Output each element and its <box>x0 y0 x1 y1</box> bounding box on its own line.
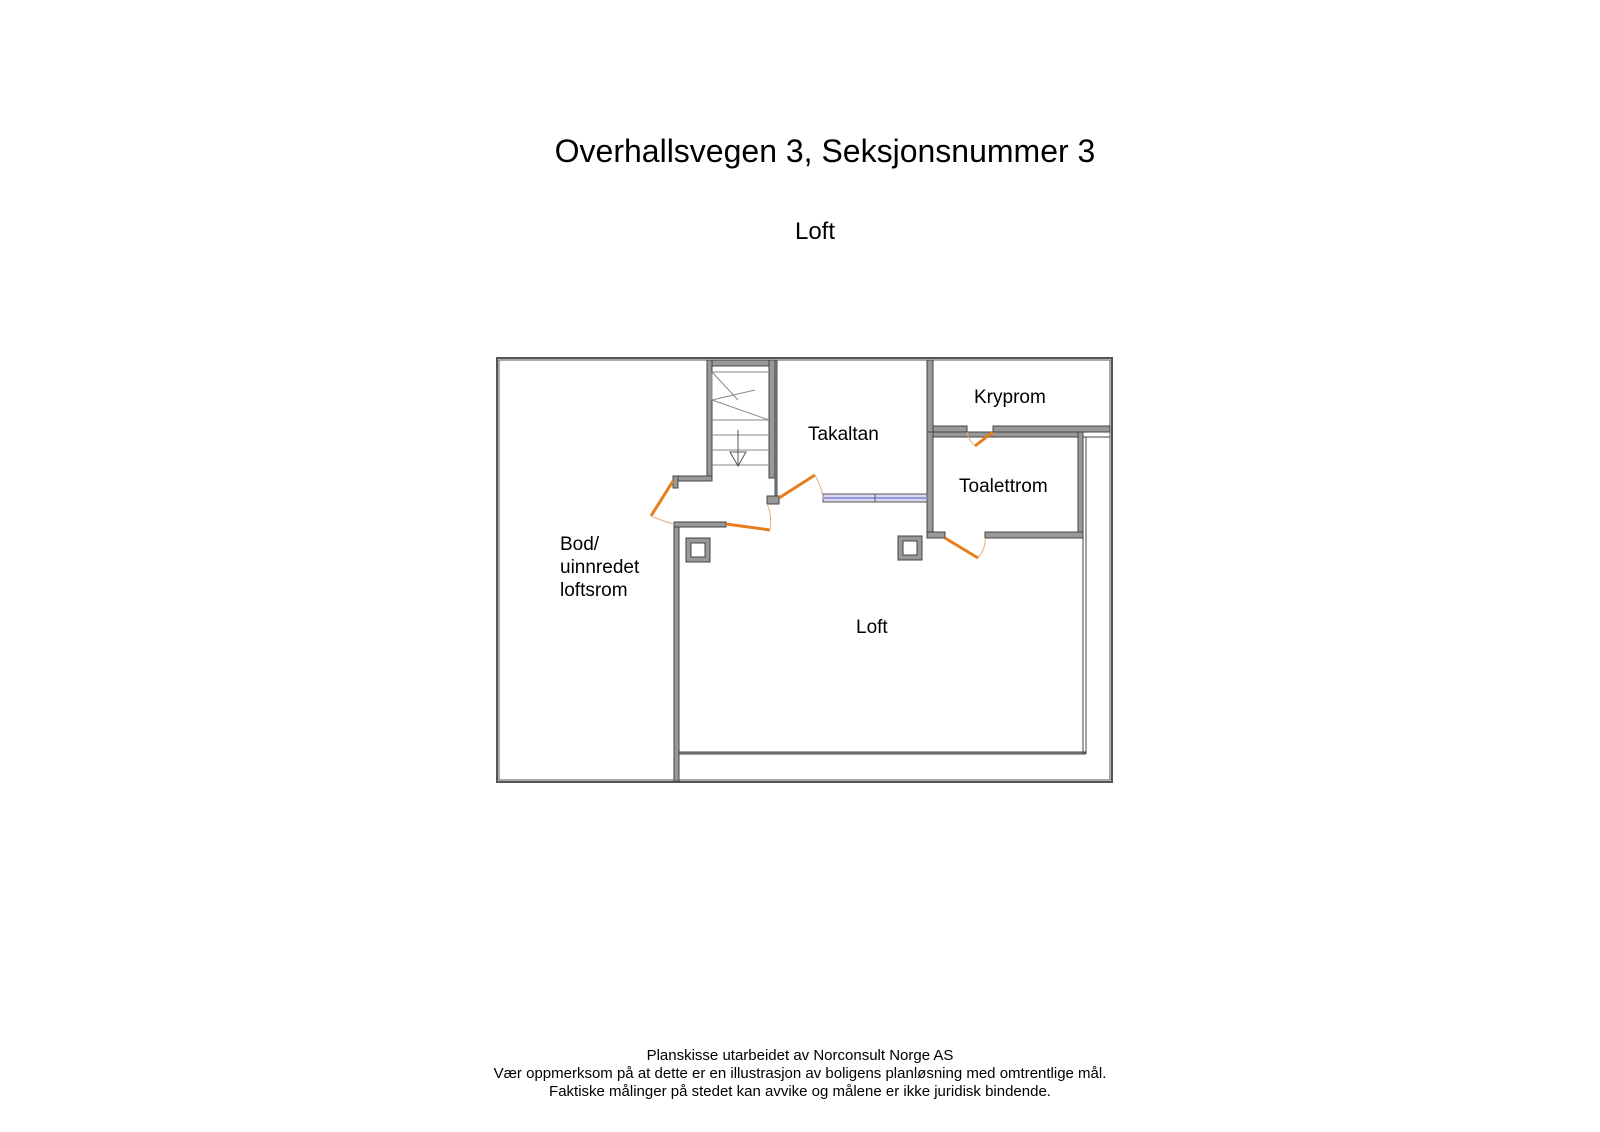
door-hall-bottom <box>726 524 770 530</box>
toalett-bottom-wall-left <box>927 532 945 538</box>
post-right-inner <box>903 541 917 555</box>
door-toalett-swing <box>978 538 985 558</box>
kryprom-bottom-wall-right <box>993 426 1110 432</box>
room-label-bod-1: Bod/ <box>560 534 600 555</box>
room-label-takaltan: Takaltan <box>808 424 879 445</box>
takaltan-door-jamb <box>767 496 779 504</box>
toalett-bottom-wall-right <box>985 532 1083 538</box>
disclaimer <box>0 1047 1600 1101</box>
hall-bottom-wall <box>674 522 726 527</box>
posts <box>686 536 922 562</box>
toalett-top-inner <box>933 432 1083 437</box>
toalett-left-wall <box>927 432 933 538</box>
stair-left-wall <box>707 360 712 478</box>
room-label-bod-3: loftsrom <box>560 580 628 601</box>
disclaimer-line-2: Vær oppmerksom på at dette er en illustrasjon av boligens planløsning med omtrentlige mål. <box>493 1065 1107 1082</box>
stair-steps <box>712 372 769 465</box>
door-takaltan-swing <box>815 475 823 498</box>
stair-right-wall <box>769 360 775 478</box>
takaltan-left-wall <box>775 360 777 498</box>
door-bod <box>651 481 673 516</box>
hall-left-wall <box>673 476 712 481</box>
room-label-bod-2: uinnredet <box>560 557 640 578</box>
post-left-inner <box>691 543 705 557</box>
stairs <box>712 372 769 466</box>
window <box>823 494 927 502</box>
kryprom-bottom-wall-left <box>933 426 967 432</box>
disclaimer-line-3: Faktiske målinger på stedet kan avvike og målene er ikke juridisk bindende. <box>549 1083 1051 1100</box>
plan-title: Overhallsvegen 3, Seksjonsnummer 3 <box>554 133 1096 169</box>
door-takaltan <box>779 475 815 498</box>
toalett-right-wall <box>1078 432 1083 537</box>
wall-bod-loft <box>674 526 679 781</box>
stair-top-wall <box>707 360 777 366</box>
door-toalett <box>945 538 978 558</box>
room-label-toalettrom: Toalettrom <box>959 476 1048 497</box>
door-hall-bottom-swing <box>767 504 771 530</box>
loft-inner-border <box>679 530 1083 752</box>
room-label-kryprom: Kryprom <box>974 387 1046 408</box>
floor-name: Loft <box>794 218 836 245</box>
disclaimer-line-1: Planskisse utarbeidet av Norconsult Norge AS <box>646 1047 954 1064</box>
room-label-loft: Loft <box>856 617 888 638</box>
door-bod-swing <box>651 516 674 524</box>
